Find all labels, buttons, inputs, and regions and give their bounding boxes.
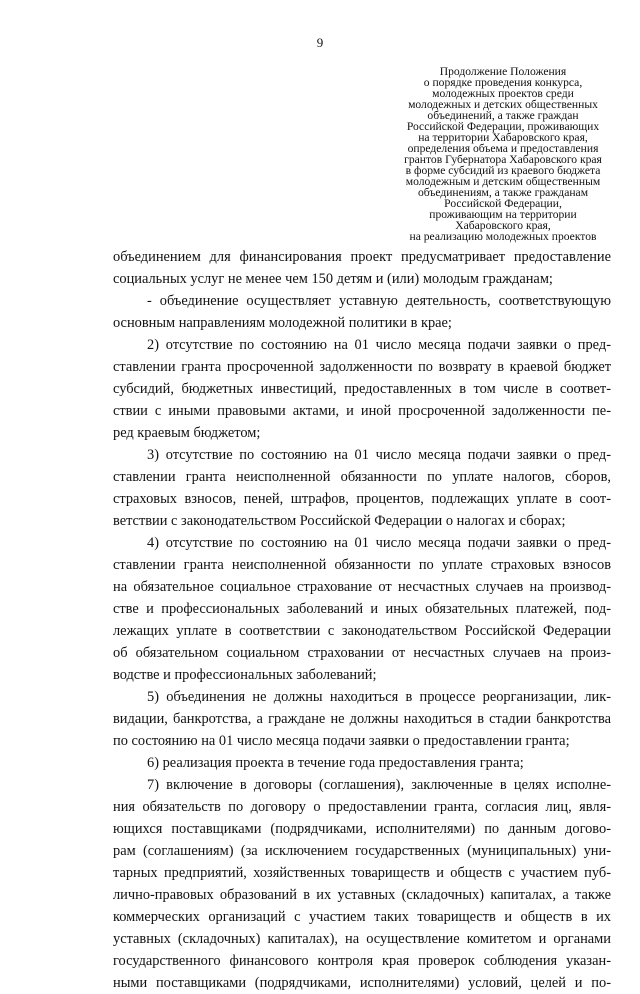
body-line: 2) отсутствие по состоянию на 01 число месяца подачи заявки о пред-	[147, 337, 611, 353]
body-line: по состоянию на 01 число месяца подачи заявки о предоставлении гранта;	[113, 733, 570, 749]
body-line: 7) включение в договоры (соглашения), заключенные в целях исполне-	[147, 777, 611, 793]
body-line: ющихся поставщиками (подрядчиками, исполнителями) по данным догово-	[113, 821, 611, 837]
header-line: объединений, а также граждан	[427, 109, 579, 122]
header-line: Российской Федерации,	[444, 197, 562, 210]
body-line: об обязательном социальном страховании от несчастных случаев на произ-	[113, 645, 611, 661]
body-line: ния обязательств по договору о предоставлении гранта, согласия лиц, явля-	[113, 799, 611, 815]
header-line: молодежных и детских общественных	[408, 98, 598, 111]
body-line: 3) отсутствие по состоянию на 01 число месяца подачи заявки о пред-	[147, 447, 611, 463]
header-line: на территории Хабаровского края,	[418, 131, 588, 144]
body-line: - объединение осуществляет уставную деятельность, соответствующую	[147, 293, 611, 309]
page-number: 9	[316, 35, 324, 50]
body-line: тарных предприятий, хозяйственных товариществ и обществ с участием пуб-	[113, 865, 611, 881]
header-line: Продолжение Положения	[439, 65, 567, 78]
header-block	[383, 66, 623, 242]
body-line: уставных (складочных) капиталах), на осуществление комитетом и органами	[113, 931, 611, 947]
header-line: Хабаровского края,	[455, 219, 551, 232]
header-line: в форме субсидий из краевого бюджета	[405, 164, 601, 177]
body-line: 6) реализация проекта в течение года предоставления гранта;	[147, 755, 524, 771]
body-text	[113, 246, 611, 994]
body-line: основным направлениям молодежной политики в крае;	[113, 315, 452, 331]
body-line: на обязательное социальное страхование от несчастных случаев на производ-	[113, 579, 611, 595]
header-line: о порядке проведения конкурса,	[423, 76, 583, 89]
body-line: лично-правовых образований в их уставных (складочных) капиталах, а также	[113, 887, 611, 903]
body-line: 5) объединения не должны находиться в процессе реорганизации, лик-	[147, 689, 611, 705]
body-line: государственного финансового контроля края проверок соблюдения указан-	[113, 953, 611, 969]
body-line: субсидий, бюджетных инвестиций, предоставленных в том числе в соответ-	[113, 381, 611, 397]
body-line: стве и профессиональных заболеваний и иных обязательных платежей, под-	[113, 601, 611, 617]
header-line: проживающим на территории	[429, 208, 577, 221]
body-line: 4) отсутствие по состоянию на 01 число месяца подачи заявки о пред-	[147, 535, 611, 551]
body-line: ставлении гранта неисполненной обязанности по уплате налогов, сборов,	[113, 469, 611, 485]
body-line: водстве и профессиональных заболеваний;	[113, 667, 377, 683]
body-line: ными поставщиками (подрядчиками, исполнителями) условий, целей и по-	[113, 975, 611, 991]
body-line: ред краевым бюджетом;	[113, 425, 261, 441]
body-line: видации, банкротства, а граждане не должны находиться в стадии банкротства	[113, 711, 611, 727]
header-line: Российской Федерации, проживающих	[406, 120, 600, 133]
body-line: объединением для финансирования проект предусматривает предоставление	[113, 249, 611, 265]
body-line: страховых взносов, пеней, штрафов, процентов, подлежащих уплате в соот-	[113, 491, 611, 507]
body-line: коммерческих организаций с участием таких товариществ и обществ в их	[113, 909, 611, 925]
body-line: лежащих уплате в соответствии с законодательством Российской Федерации	[113, 623, 611, 639]
header-line: определения объема и предоставления	[407, 142, 599, 155]
header-line: объединениям, а также гражданам	[417, 186, 589, 199]
header-line: на реализацию молодежных проектов	[409, 230, 597, 243]
body-line: ветствии с законодательством Российской Федерации о налогах и сборах;	[113, 513, 566, 529]
body-line: ставлении гранта неисполненной обязанности по уплате страховых взносов	[113, 557, 611, 573]
body-line: рам (соглашениям) (за исключением государственных (муниципальных) уни-	[113, 843, 611, 859]
body-line: ставлении гранта просроченной задолженности по возврату в краевой бюджет	[113, 359, 611, 375]
header-line: молодежным и детским общественным	[405, 175, 601, 188]
body-line: ствии с иными правовыми актами, и иной просроченной задолженности пе-	[113, 403, 611, 419]
body-line: социальных услуг не менее чем 150 детям и (или) молодым гражданам;	[113, 271, 553, 287]
header-line: грантов Губернатора Хабаровского края	[404, 153, 602, 166]
header-line: молодежных проектов среди	[432, 87, 574, 100]
